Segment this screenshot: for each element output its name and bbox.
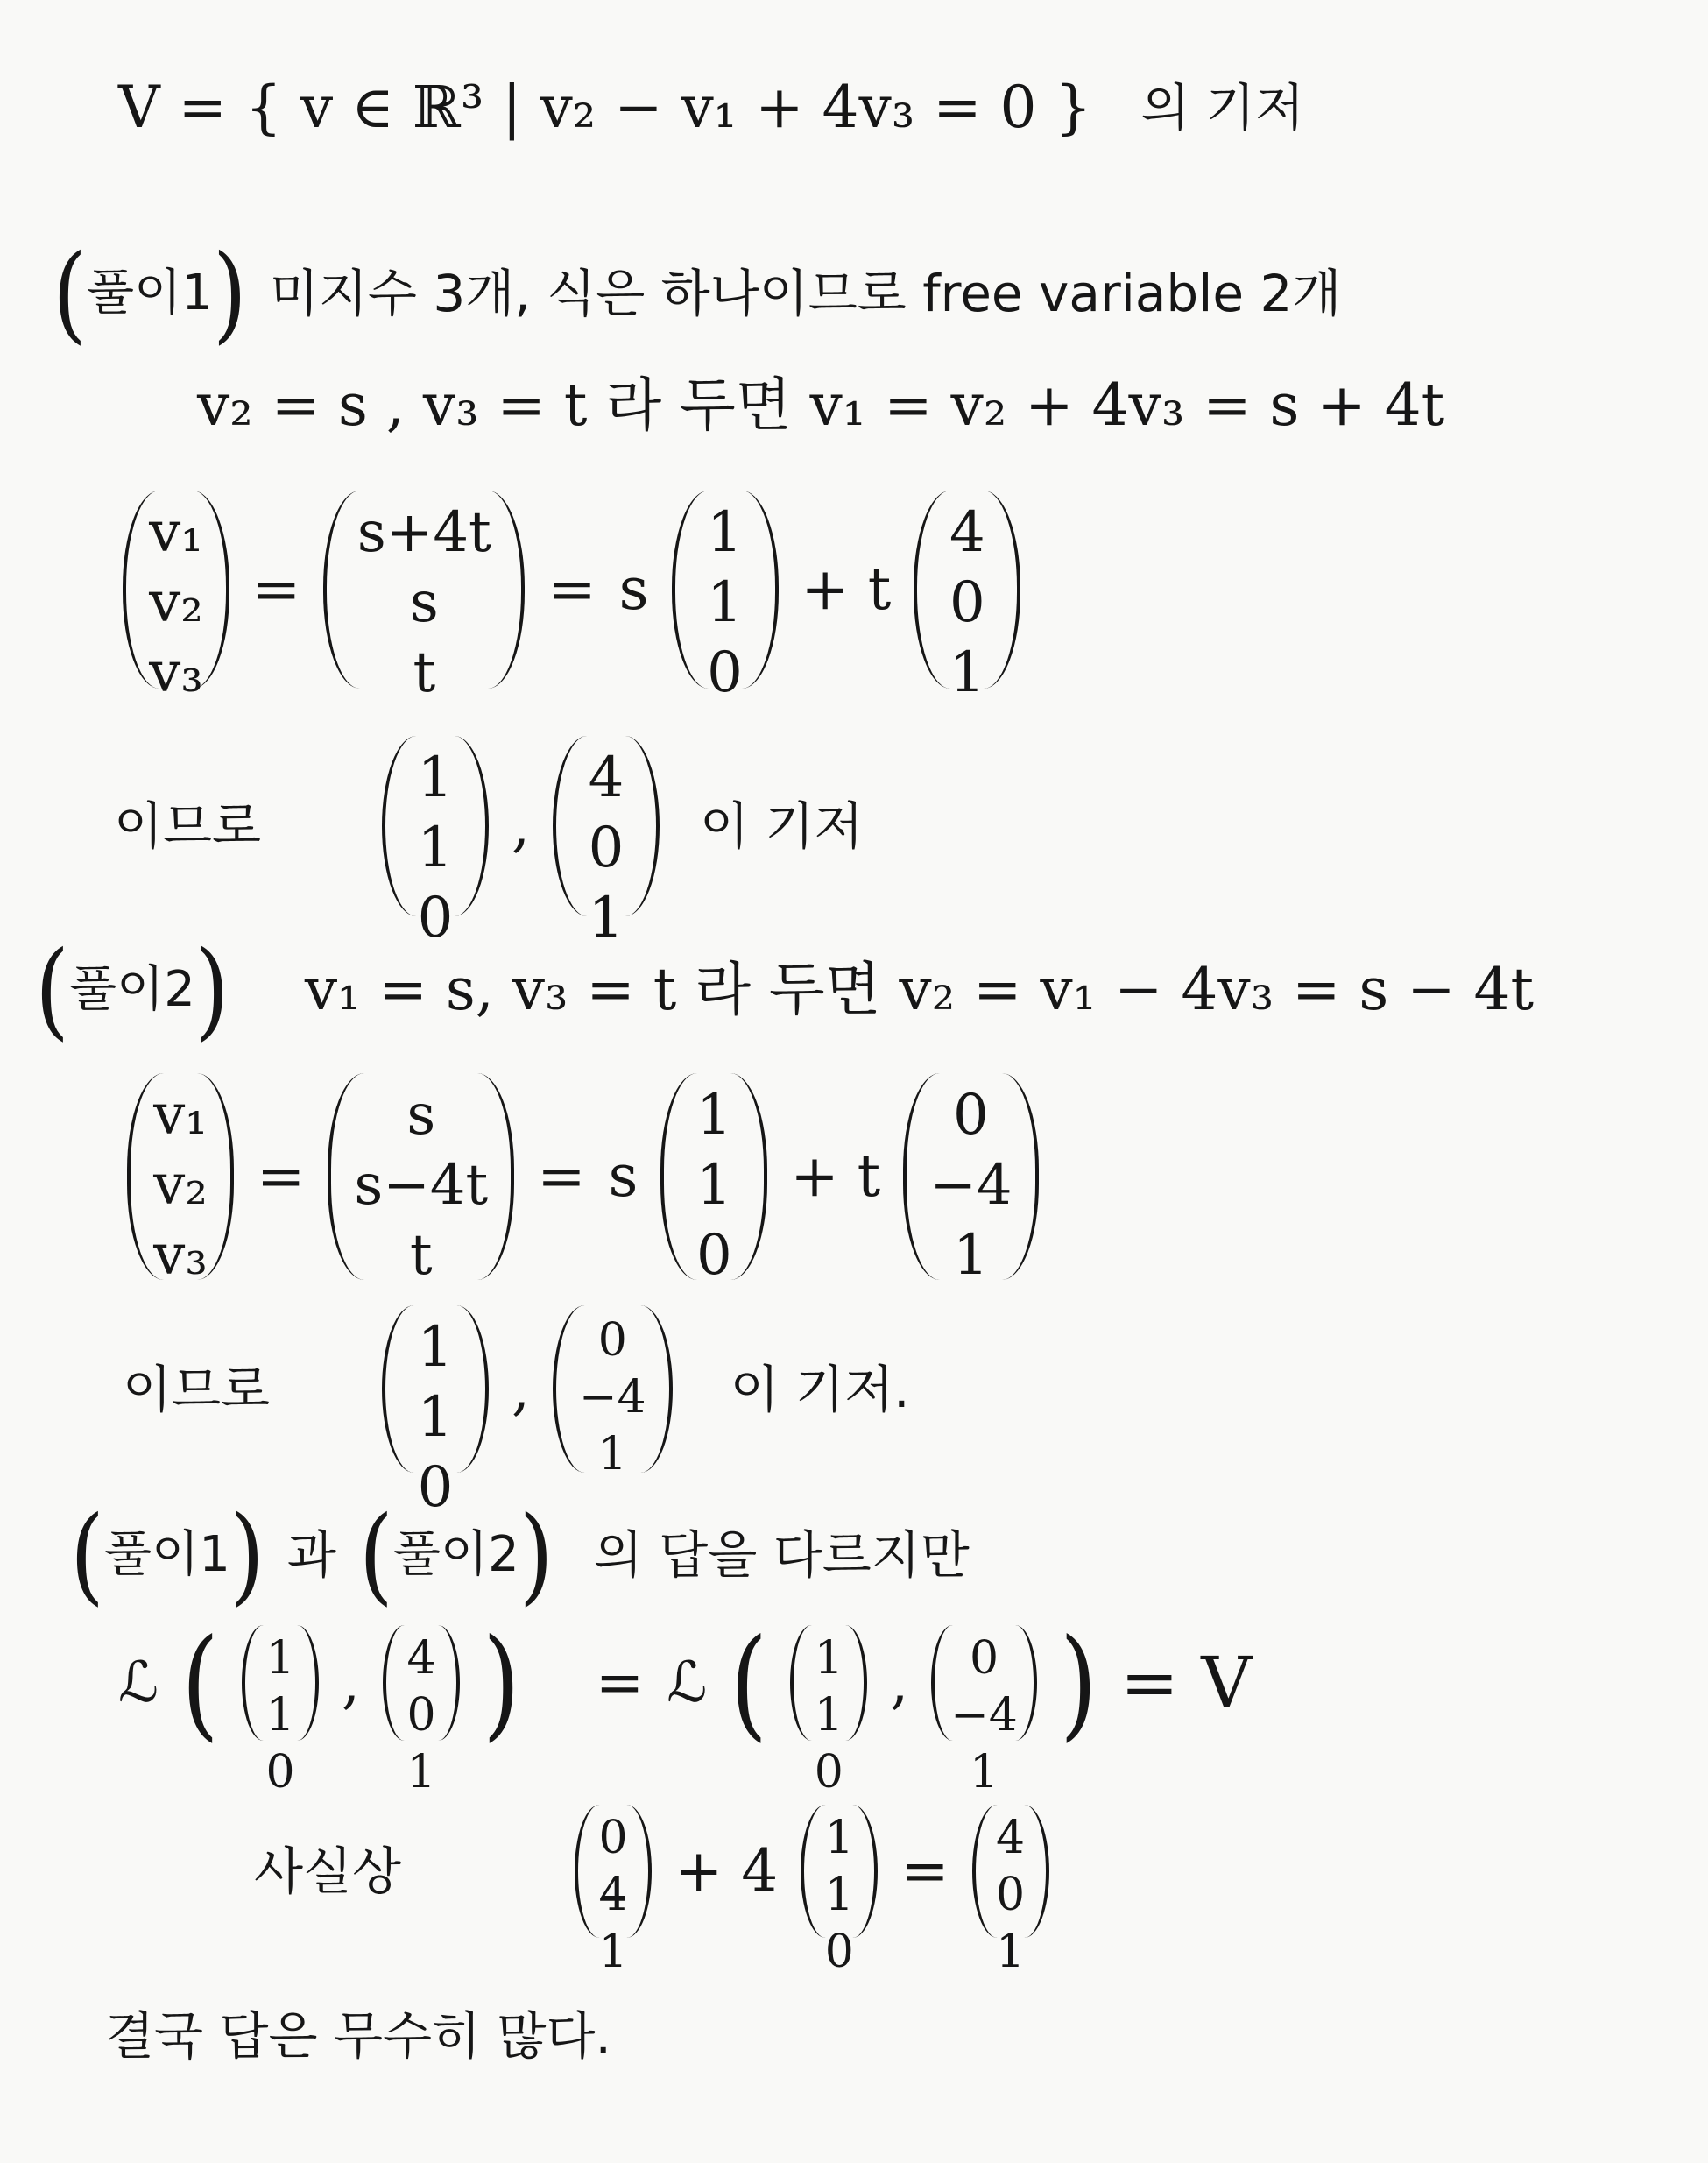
span-left-vector-2: 4 0 1	[383, 1625, 460, 1741]
fact-vector-3: 4 0 1	[972, 1805, 1049, 1938]
sol1-intro: 미지수 3개, 식은 하나이므로 free variable 2개	[269, 264, 1342, 323]
compare-label-2: ( 풀이2 )	[358, 1493, 554, 1616]
span-left-vector-1: 1 1 0	[242, 1625, 319, 1741]
conclusion: 결국 답은 무수히 많다.	[105, 2006, 611, 2066]
fact-line: 사실상 0 4 1 + 4 1 1 0 = 4 0 1	[254, 1805, 1049, 1938]
sol2-param-line	[35, 928, 1535, 1051]
sol2-vector-2: 0 −4 1	[903, 1073, 1038, 1280]
sol2-basis-suffix: 이 기저.	[730, 1359, 910, 1419]
sol2-lhs-vector: v₁ v₂ v₃	[127, 1073, 234, 1280]
sol2-basis-vector-2: 0 −4 1	[553, 1305, 673, 1473]
sol1-vector-1: 1 1 0	[672, 491, 779, 689]
sol1-mid-vector: s+4t s t	[323, 491, 525, 689]
sol2-plus-t: + t	[790, 1142, 881, 1210]
span-right-vector-2: 0 −4 1	[931, 1625, 1037, 1741]
sol1-therefore: 이므로	[114, 796, 262, 856]
span-symbol-right: ℒ	[667, 1651, 708, 1715]
span-symbol-left: ℒ	[118, 1651, 159, 1715]
fact-vector-2: 1 1 0	[801, 1805, 878, 1938]
compare-line	[70, 1493, 970, 1616]
problem-statement	[118, 74, 1304, 141]
fact-label: 사실상	[254, 1841, 402, 1901]
span-equality: ℒ ( 1 1 0 , 4 0 1 ) = ℒ ( 1 1 0 , 0 −4 1 ) = V	[118, 1613, 1253, 1799]
sol1-vector-2: 4 0 1	[914, 491, 1020, 689]
sol2-vector-1: 1 1 0	[660, 1073, 767, 1280]
sol1-param: v₂ = s , v₃ = t 라 두면 v₁ = v₂ + 4v₃ = s + 4t	[197, 371, 1445, 439]
sol1-basis-vector-2: 4 0 1	[553, 736, 660, 916]
sol2-param: v₁ = s, v₃ = t 라 두면 v₂ = v₁ − 4v₃ = s − 4t	[304, 956, 1535, 1023]
sol1-basis-vector-1: 1 1 0	[382, 736, 489, 916]
sol1-basis-line: 이므로 1 1 0 , 4 0 1 이 기저	[114, 736, 864, 916]
basis-of-suffix: 의 기저	[1140, 78, 1304, 138]
sol2-label: ( 풀이2 )	[35, 928, 229, 1051]
sol2-therefore: 이므로	[123, 1359, 271, 1419]
sol2-coef-s: s	[608, 1142, 639, 1210]
sol2-basis-vector-1: 1 1 0	[382, 1305, 489, 1473]
sol1-plus-t: + t	[801, 555, 892, 623]
compare-label-1: ( 풀이1 )	[70, 1493, 265, 1616]
fact-vector-1: 0 4 1	[575, 1805, 652, 1938]
sol2-basis-line: 이므로 1 1 0 , 0 −4 1 이 기저.	[123, 1305, 910, 1473]
set-definition: V = { v ∈ ℝ³ | v₂ − v₁ + 4v₃ = 0 }	[118, 74, 1092, 141]
sol1-lhs-vector: v₁ v₂ v₃	[123, 491, 229, 689]
conclusion-line	[105, 2006, 611, 2066]
sol1-param-line	[197, 371, 1445, 439]
sol2-vector-equation: v₁ v₂ v₃ = s s−4t t = s 1 1 0 + t 0 −4 1	[127, 1073, 1039, 1280]
sol1-label: ( 풀이1 )	[53, 231, 247, 355]
compare-connector: 과	[286, 1525, 336, 1585]
sol2-mid-vector: s s−4t t	[328, 1073, 514, 1280]
span-right-vector-1: 1 1 0	[790, 1625, 867, 1741]
sol1-basis-suffix: 이 기저	[699, 796, 864, 856]
sol1-intro-line	[53, 231, 1342, 355]
fact-coef: + 4	[674, 1837, 779, 1905]
compare-text: 의 답을 다르지만	[593, 1525, 970, 1585]
sol1-coef-s: s	[618, 555, 649, 623]
span-rhs: = V	[1119, 1642, 1253, 1723]
sol1-vector-equation: v₁ v₂ v₃ = s+4t s t = s 1 1 0 + t 4 0 1	[123, 491, 1020, 689]
